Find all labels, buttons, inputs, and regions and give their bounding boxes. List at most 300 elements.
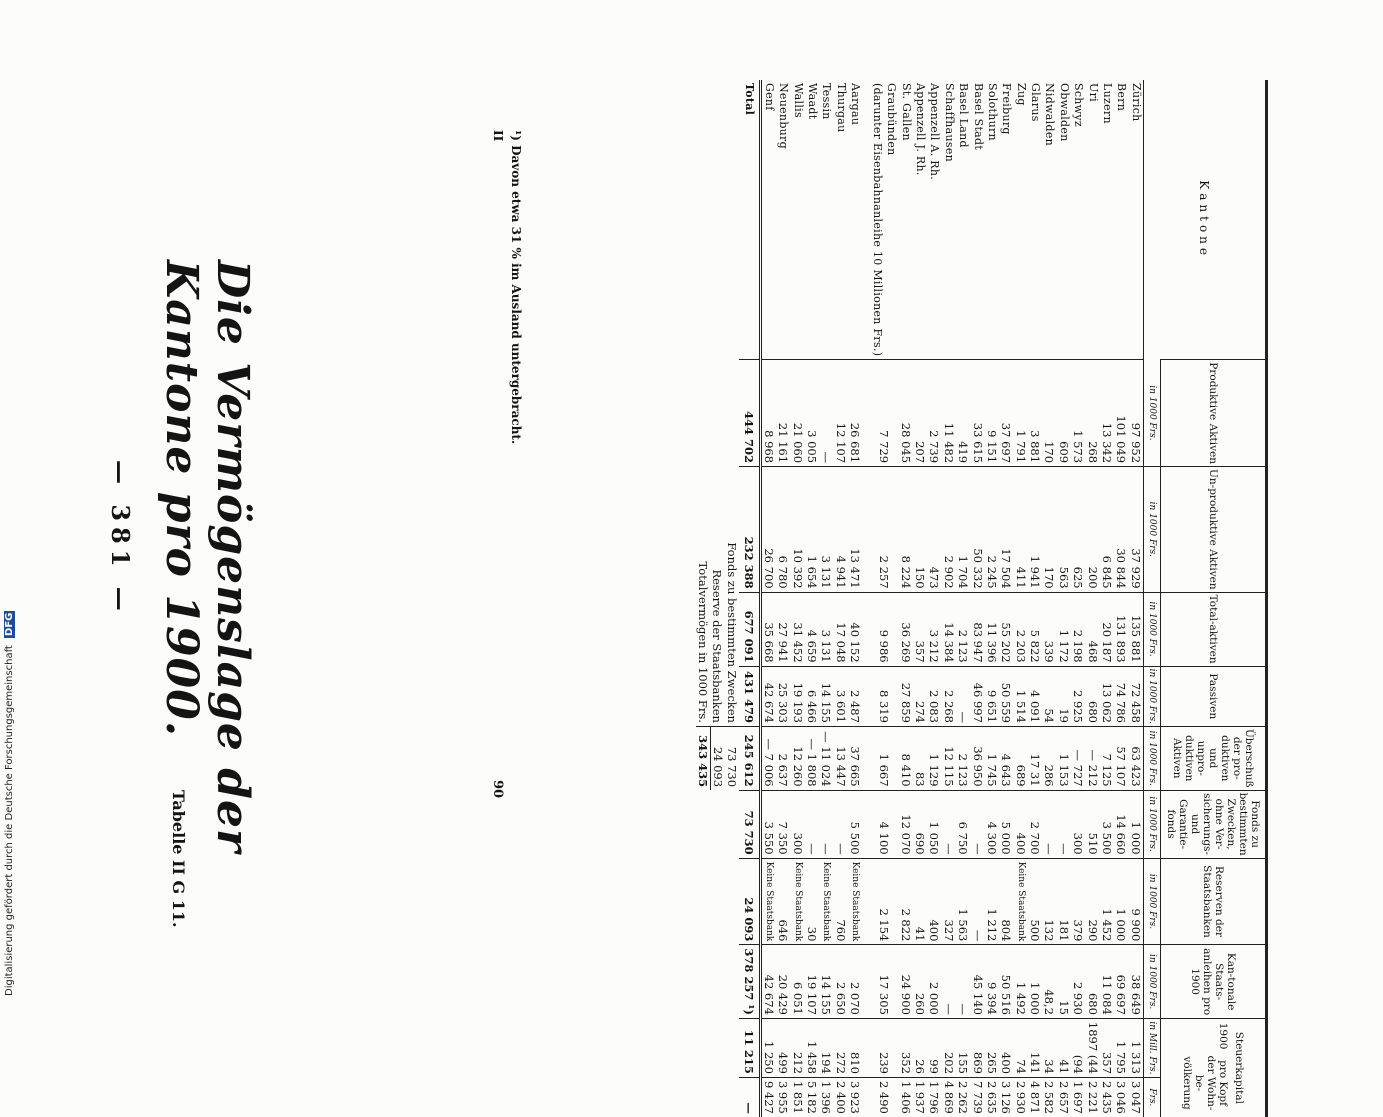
row-gap — [862, 80, 870, 1117]
table-row — [913, 80, 927, 1117]
cell-steuer: 1 250 — [760, 1018, 776, 1077]
table-row — [1114, 80, 1128, 1117]
cell-steuer: 869 — [970, 1018, 984, 1077]
cell-fonds: 1 000 — [1129, 790, 1144, 858]
dfg-logo: DFG — [4, 612, 15, 636]
kanton-name — [1028, 80, 1042, 360]
total-reserven: 24 093 — [739, 858, 761, 945]
cell-kopf: 4 871 — [1028, 1077, 1042, 1116]
cell-passiven: 9 651 — [985, 666, 999, 726]
cell-total: 83 947 — [970, 592, 984, 666]
cell-passiven: 2 487 — [848, 666, 862, 726]
kanton-label: Graubünden — [885, 83, 899, 156]
cell-kopf: 2 435 — [1100, 1077, 1114, 1116]
cell-reserven: 30 — [805, 858, 819, 945]
cell-produktive: 28 045 — [898, 360, 912, 467]
summary-empty — [710, 945, 725, 1019]
credit-text: Digitalisierung gefördert durch die Deutsche Forschungsgemeinschaft — [4, 645, 15, 996]
cell-kopf: 3 046 — [1114, 1077, 1128, 1116]
table-row — [1085, 80, 1099, 1117]
cell-produktive: 21 161 — [776, 360, 790, 467]
kanton-label: Uri — [1086, 83, 1100, 102]
kanton-label: Aargau — [849, 83, 863, 126]
cell-unproduktive: 2 245 — [985, 467, 999, 593]
cell-fonds: — — [1057, 790, 1071, 858]
cell-reserven: 2 154 — [870, 858, 898, 945]
kanton-note: (darunter Eisenbahnanleihe 10 Millionen Frs.) — [871, 83, 885, 357]
kanton-name — [1129, 80, 1144, 360]
total-kopf: — — [739, 1077, 761, 1116]
cell-steuer: 26 — [913, 1018, 927, 1077]
cell-produktive: 13 342 — [1100, 360, 1114, 467]
cell-steuer: 212 — [790, 1018, 804, 1077]
cell-ueberschuss: 689 — [1013, 726, 1027, 790]
cell-steuer: 265 — [985, 1018, 999, 1077]
summary-empty — [696, 790, 711, 858]
table-row — [805, 80, 819, 1117]
kanton-name — [776, 80, 790, 360]
cell-produktive: 2 739 — [927, 360, 941, 467]
cell-reserven: Keine Staatsbank — [819, 858, 833, 945]
kanton-name — [942, 80, 956, 360]
kanton-label: Glarus — [1029, 83, 1043, 122]
summary-empty — [725, 790, 739, 858]
cell-anleihen: — — [956, 945, 970, 1019]
kanton-name — [956, 80, 970, 360]
summary-empty — [696, 1018, 711, 1077]
cell-anleihen: 260 — [913, 945, 927, 1019]
cell-anleihen: 48,2 — [1042, 945, 1056, 1019]
cell-anleihen: 20 429 — [776, 945, 790, 1019]
cell-anleihen: 15 — [1057, 945, 1071, 1019]
cell-reserven: 181 — [1057, 858, 1071, 945]
cell-passiven: 13 062 — [1100, 666, 1114, 726]
cell-ueberschuss: 1 153 — [1057, 726, 1071, 790]
kanton-label: Appenzell A. Rh. — [928, 83, 942, 181]
kanton-name — [1071, 80, 1085, 360]
cell-kopf: 1 937 — [913, 1077, 927, 1116]
kanton-name — [1114, 80, 1128, 360]
cell-passiven: 54 — [1042, 666, 1056, 726]
cell-reserven: 9 900 — [1129, 858, 1144, 945]
cell-passiven: 274 — [913, 666, 927, 726]
cell-kopf: 9 427 — [760, 1077, 776, 1116]
cell-fonds: 4 100 — [870, 790, 898, 858]
total-label: Total — [739, 80, 761, 360]
summary-label: Reserve der Staatsbanken — [710, 569, 725, 723]
kanton-label: Zürich — [1129, 83, 1143, 122]
cell-steuer: 1 795 — [1114, 1018, 1128, 1077]
cell-kopf: 2 400 — [834, 1077, 848, 1116]
table-row — [985, 80, 999, 1117]
cell-reserven: Keine Staatsbank — [848, 858, 862, 945]
wealth-table — [696, 80, 1268, 1117]
cell-total: 357 — [913, 592, 927, 666]
cell-produktive: 11 482 — [942, 360, 956, 467]
cell-ueberschuss: 57 107 — [1114, 726, 1128, 790]
gap-cell — [862, 726, 870, 790]
kanton-label: Bern — [1115, 83, 1129, 112]
col-produktive: Produktive Aktiven — [1161, 360, 1267, 467]
cell-ueberschuss: 17 31 — [1028, 726, 1042, 790]
kanton-name — [999, 80, 1013, 360]
cell-total: 2 203 — [1013, 592, 1027, 666]
cell-unproduktive: 3 131 — [819, 467, 833, 593]
cell-reserven: 290 — [1085, 858, 1099, 945]
cell-fonds: — — [834, 790, 848, 858]
kanton-label: Luzern — [1101, 83, 1115, 124]
cell-reserven: 500 — [1028, 858, 1042, 945]
cell-ueberschuss: 4 643 — [999, 726, 1013, 790]
cell-ueberschuss: 8 410 — [898, 726, 912, 790]
cell-kopf: 2 262 — [956, 1077, 970, 1116]
cell-anleihen: 38 649 — [1129, 945, 1144, 1019]
summary-value: 24 093 — [710, 726, 725, 790]
summary-empty — [710, 1018, 725, 1077]
cell-passiven: 19 — [1057, 666, 1071, 726]
cell-steuer: 1897 (44 — [1085, 1018, 1099, 1077]
cell-steuer: 352 — [898, 1018, 912, 1077]
cell-fonds: 2 700 — [1028, 790, 1042, 858]
gap-cell — [862, 858, 870, 945]
table-row — [870, 80, 898, 1117]
cell-total: 1 172 — [1057, 592, 1071, 666]
cell-reserven: 400 — [927, 858, 941, 945]
cell-kopf: 2 657 — [1057, 1077, 1071, 1116]
cell-unproduktive: 10 392 — [790, 467, 804, 593]
total-total: 677 091 — [739, 592, 761, 666]
cell-unproduktive: 4 941 — [834, 467, 848, 593]
unit-kopf: Frs. — [1144, 1077, 1161, 1116]
cell-anleihen: 42 674 — [760, 945, 776, 1019]
cell-total: 35 668 — [760, 592, 776, 666]
cell-ueberschuss: 83 — [913, 726, 927, 790]
kanton-label: Basel Stadt — [971, 83, 985, 151]
cell-total: 27 941 — [776, 592, 790, 666]
cell-fonds: 3 550 — [760, 790, 776, 858]
col-ueberschuss: Überschuß der pro-duktiven und unpro-duktiven Aktiven — [1161, 726, 1267, 790]
cell-passiven: 19 193 — [790, 666, 804, 726]
cell-produktive: 3 881 — [1028, 360, 1042, 467]
cell-reserven: 1 212 — [985, 858, 999, 945]
table-row — [956, 80, 970, 1117]
summary-row — [725, 80, 739, 1117]
table-row — [776, 80, 790, 1117]
col-passiven: Passiven — [1161, 666, 1267, 726]
cell-total: 11 396 — [985, 592, 999, 666]
cell-fonds: 4 300 — [985, 790, 999, 858]
kanton-name — [834, 80, 848, 360]
cell-ueberschuss: — 11 024 — [819, 726, 833, 790]
cell-total: 17 048 — [834, 592, 848, 666]
cell-passiven: 74 786 — [1114, 666, 1128, 726]
col-reserven: Reserven der Staatsbanken — [1161, 858, 1267, 945]
cell-passiven: 2 925 — [1071, 666, 1085, 726]
col-steuerkapital — [1161, 1018, 1267, 1116]
cell-fonds: 3 500 — [1100, 790, 1114, 858]
cell-reserven: 760 — [834, 858, 848, 945]
cell-passiven: 42 674 — [760, 666, 776, 726]
table-row — [834, 80, 848, 1117]
kanton-name — [848, 80, 862, 360]
kanton-label: Solothurn — [985, 83, 999, 141]
kanton-name — [760, 80, 776, 360]
kanton-label: Neuenburg — [777, 83, 791, 149]
roman-numeral: II — [491, 130, 505, 142]
cell-total: 3 131 — [819, 592, 833, 666]
cell-produktive: 33 615 — [970, 360, 984, 467]
summary-empty — [710, 1077, 725, 1116]
cell-unproduktive: 17 504 — [999, 467, 1013, 593]
cell-reserven: 1 000 — [1114, 858, 1128, 945]
cell-unproduktive: 625 — [1071, 467, 1085, 593]
kanton-name — [1057, 80, 1071, 360]
table-row — [927, 80, 941, 1117]
summary-empty — [696, 858, 711, 945]
col-anleihen: Kan-tonale Staats-anleihen pro 1900 — [1161, 945, 1267, 1019]
table-row — [942, 80, 956, 1117]
kanton-name — [898, 80, 912, 360]
summary-value: 343 435 — [696, 726, 711, 790]
total-passiven: 431 479 — [739, 666, 761, 726]
cell-steuer: 1 458 — [805, 1018, 819, 1077]
cell-anleihen: 17 305 — [870, 945, 898, 1019]
cell-kopf: 5 182 — [805, 1077, 819, 1116]
total-ueberschuss: 245 612 — [739, 726, 761, 790]
cell-ueberschuss: — 1 808 — [805, 726, 819, 790]
cell-anleihen: 2 930 — [1071, 945, 1085, 1019]
cell-anleihen: — — [942, 945, 956, 1019]
cell-produktive: 12 107 — [834, 360, 848, 467]
gap-cell — [862, 790, 870, 858]
unit-passiven: in 1000 Frs. — [1144, 666, 1161, 726]
footnote: ¹) Davon etwa 31 % im Ausland untergebracht. — [509, 130, 523, 445]
cell-unproduktive: 37 929 — [1129, 467, 1144, 593]
cell-total: 3 212 — [927, 592, 941, 666]
cell-produktive: 207 — [913, 360, 927, 467]
cell-steuer: 202 — [942, 1018, 956, 1077]
cell-passiven: 25 303 — [776, 666, 790, 726]
cell-fonds: — — [819, 790, 833, 858]
total-row — [739, 80, 761, 1117]
cell-produktive: 268 — [1085, 360, 1099, 467]
cell-passiven: 4 091 — [1028, 666, 1042, 726]
cell-fonds: 7 350 — [776, 790, 790, 858]
page-number: — 381 — — [106, 460, 135, 617]
unit-anleihen: in 1000 Frs. — [1144, 945, 1161, 1019]
total-fonds: 73 730 — [739, 790, 761, 858]
kanton-label: Schwyz — [1072, 83, 1086, 128]
page-code: 90 — [490, 780, 505, 799]
cell-ueberschuss: 2 123 — [956, 726, 970, 790]
cell-produktive: 609 — [1057, 360, 1071, 467]
table-row — [1028, 80, 1042, 1117]
cell-reserven: Keine Staatsbank — [760, 858, 776, 945]
cell-produktive: 9 151 — [985, 360, 999, 467]
table-row — [1057, 80, 1071, 1117]
cell-passiven: 14 155 — [819, 666, 833, 726]
cell-unproduktive: 8 224 — [898, 467, 912, 593]
gap-cell — [862, 592, 870, 666]
kanton-name — [985, 80, 999, 360]
cell-kopf: 2 490 — [870, 1077, 898, 1116]
cell-ueberschuss: 2 637 — [776, 726, 790, 790]
cell-anleihen: 19 107 — [805, 945, 819, 1019]
kanton-name — [927, 80, 941, 360]
cell-unproduktive: 1 704 — [956, 467, 970, 593]
cell-unproduktive: 26 700 — [760, 467, 776, 593]
cell-steuer: 34 — [1042, 1018, 1056, 1077]
cell-steuer: 41 — [1057, 1018, 1071, 1077]
cell-steuer: 99 — [927, 1018, 941, 1077]
cell-anleihen: 45 140 — [970, 945, 984, 1019]
cell-produktive: — — [819, 360, 833, 467]
cell-fonds: 12 070 — [898, 790, 912, 858]
summary-label: Totalvermögen in 1000 Frs. — [695, 561, 710, 723]
cell-fonds: 300 — [790, 790, 804, 858]
kanton-label: St. Gallen — [899, 83, 913, 141]
cell-total: 20 187 — [1100, 592, 1114, 666]
cell-produktive: 419 — [956, 360, 970, 467]
cell-reserven: 1 563 — [956, 858, 970, 945]
cell-total: 2 123 — [956, 592, 970, 666]
total-anleihen: 378 257 ¹) — [739, 945, 761, 1019]
summary-empty — [725, 858, 739, 945]
cell-kopf: 1 796 — [927, 1077, 941, 1116]
col-steuer-kopf: pro Kopf der Wohn-be-völkerung — [1181, 1055, 1229, 1111]
table-reference: Tabelle II G 11. — [169, 790, 188, 928]
cell-kopf: 3 923 — [848, 1077, 862, 1116]
cell-kopf: 4 869 — [942, 1077, 956, 1116]
header-row — [1161, 80, 1267, 1117]
cell-fonds: 6 750 — [956, 790, 970, 858]
kanton-name — [870, 80, 898, 360]
kanton-label: Tessin — [820, 83, 834, 120]
cell-passiven: 6 466 — [805, 666, 819, 726]
summary-empty — [696, 1077, 711, 1116]
kanton-label: Freiburg — [1000, 83, 1014, 135]
cell-unproduktive: 150 — [913, 467, 927, 593]
cell-ueberschuss: 36 950 — [970, 726, 984, 790]
cell-steuer: 810 — [848, 1018, 862, 1077]
cell-kopf: 1 697 — [1071, 1077, 1085, 1116]
table-row — [1100, 80, 1114, 1117]
cell-total: 4 659 — [805, 592, 819, 666]
total-produktive: 444 702 — [739, 360, 761, 467]
cell-produktive: 1 573 — [1071, 360, 1085, 467]
summary-label: Fonds zu bestimmten Zwecken — [724, 542, 739, 723]
cell-fonds: 300 — [1071, 790, 1085, 858]
cell-reserven: 1 452 — [1100, 858, 1114, 945]
gap-cell — [862, 945, 870, 1019]
gap-cell — [862, 1077, 870, 1116]
gap-cell — [862, 360, 870, 467]
cell-kopf: 2 635 — [985, 1077, 999, 1116]
col-fonds: Fonds zu bestimmten Zwecken, ohne Ver-sicherungs- und Garantie-fonds — [1161, 790, 1267, 858]
cell-ueberschuss: — 7 006 — [760, 726, 776, 790]
unit-total: in 1000 Frs. — [1144, 592, 1161, 666]
cell-steuer: 239 — [870, 1018, 898, 1077]
cell-unproduktive: 2 902 — [942, 467, 956, 593]
cell-anleihen: 9 394 — [985, 945, 999, 1019]
cell-produktive: 7 729 — [870, 360, 898, 467]
cell-steuer: 74 — [1013, 1018, 1027, 1077]
kanton-name — [819, 80, 833, 360]
cell-passiven: 2 268 — [942, 666, 956, 726]
cell-produktive: 21 060 — [790, 360, 804, 467]
table-row — [999, 80, 1013, 1117]
summary-row — [710, 80, 725, 1117]
col-unproduktive: Un-produktive Aktiven — [1161, 467, 1267, 593]
table-row — [898, 80, 912, 1117]
cell-total: 2 198 — [1071, 592, 1085, 666]
cell-unproduktive: 563 — [1057, 467, 1071, 593]
table-row — [790, 80, 804, 1117]
cell-steuer: 499 — [776, 1018, 790, 1077]
cell-produktive: 97 952 — [1129, 360, 1144, 467]
cell-steuer: 272 — [834, 1018, 848, 1077]
table-row — [970, 80, 984, 1117]
unit-unproduktive: in 1000 Frs. — [1144, 467, 1161, 593]
table-row — [760, 80, 776, 1117]
kanton-label: Waadt — [806, 83, 819, 120]
cell-passiven: 3 601 — [834, 666, 848, 726]
cell-ueberschuss: 13 447 — [834, 726, 848, 790]
cell-ueberschuss: 37 665 — [848, 726, 862, 790]
cell-passiven: — — [956, 666, 970, 726]
cell-ueberschuss: 1 745 — [985, 726, 999, 790]
cell-unproduktive: 1 941 — [1028, 467, 1042, 593]
cell-kopf: 7 739 — [970, 1077, 984, 1116]
gap-cell — [862, 1018, 870, 1077]
kanton-name — [790, 80, 804, 360]
cell-produktive: 101 049 — [1114, 360, 1128, 467]
cell-unproduktive: 50 332 — [970, 467, 984, 593]
cell-steuer: 357 — [1100, 1018, 1114, 1077]
kanton-label: Appenzell J. Rh. — [913, 83, 927, 176]
cell-fonds: — — [1042, 790, 1056, 858]
cell-total: 131 893 — [1114, 592, 1128, 666]
cell-kopf: 1 851 — [790, 1077, 804, 1116]
cell-anleihen: 11 084 — [1100, 945, 1114, 1019]
cell-unproduktive: 30 844 — [1114, 467, 1128, 593]
cell-produktive: 37 697 — [999, 360, 1013, 467]
unit-fonds: in 1000 Frs. — [1144, 790, 1161, 858]
cell-total: 5 822 — [1028, 592, 1042, 666]
table-row — [1042, 80, 1056, 1117]
cell-passiven: 46 997 — [970, 666, 984, 726]
cell-produktive: 170 — [1042, 360, 1056, 467]
table-row — [1129, 80, 1144, 1117]
cell-unproduktive: 200 — [1085, 467, 1099, 593]
cell-reserven: 379 — [1071, 858, 1085, 945]
cell-unproduktive: 6 845 — [1100, 467, 1114, 593]
kanton-name — [1085, 80, 1099, 360]
unit-ueberschuss: in 1000 Frs. — [1144, 726, 1161, 790]
cell-total: 14 384 — [942, 592, 956, 666]
table-row — [1013, 80, 1027, 1117]
kanton-name — [805, 80, 819, 360]
cell-fonds: 5 000 — [999, 790, 1013, 858]
cell-reserven: 2 822 — [898, 858, 912, 945]
cell-anleihen: 50 516 — [999, 945, 1013, 1019]
cell-passiven: 27 859 — [898, 666, 912, 726]
kanton-label: Zug — [1014, 83, 1028, 106]
cell-kopf: 3 047 — [1129, 1077, 1144, 1116]
cell-passiven: 72 458 — [1129, 666, 1144, 726]
gap-cell — [862, 666, 870, 726]
cell-total: 9 986 — [870, 592, 898, 666]
